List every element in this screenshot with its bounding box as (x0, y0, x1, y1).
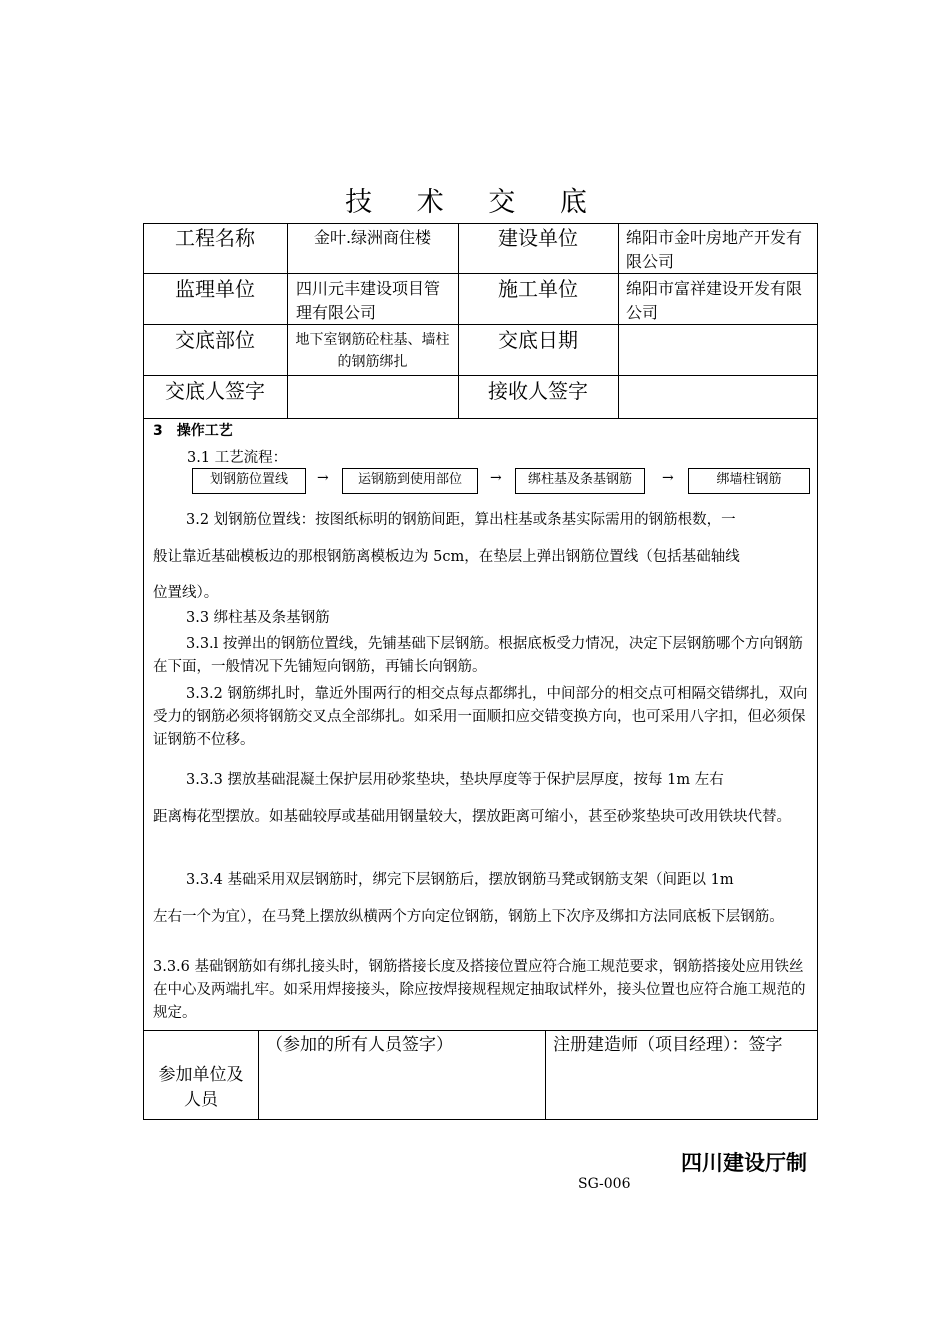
receiver-signature-label: 接收人签字 (488, 379, 588, 403)
supervisor-value: 四川元丰建设项目管理有限公司 (296, 279, 441, 322)
paragraph-3-2-line3: 位置线）。 (153, 585, 219, 601)
col-divider (545, 1030, 546, 1120)
page-title: 技 术 交 底 (345, 187, 605, 218)
participants-label: 参加单位及人员 (158, 1065, 244, 1110)
date-label: 交底日期 (498, 328, 578, 352)
builder-value: 绵阳市金叶房地产开发有限公司 (626, 228, 803, 271)
engineer-signature-note: 注册建造师（项目经理）：签字 (553, 1035, 783, 1055)
paragraph-3-3-4-rest: 左右一个为宜），在马凳上摆放纵横两个方向定位钢筋，钢筋上下次序及绑扣方法同底板下层钢筋。 (153, 909, 784, 925)
flow-step: 划钢筋位置线 (192, 468, 306, 494)
paragraph-3-3: 3.3 绑柱基及条基钢筋 (186, 610, 330, 626)
project-name-label: 工程名称 (175, 226, 255, 250)
contractor-value: 绵阳市富祥建设开发有限公司 (626, 279, 803, 322)
flow-step: 绑墙柱钢筋 (688, 468, 810, 494)
paragraph-3-3-4-line1: 3.3.4 基础采用双层钢筋时，绑完下层钢筋后，摆放钢筋马凳或钢筋支架（间距以 1m (186, 872, 734, 888)
col-divider (258, 1030, 259, 1120)
participants-signature-note: （参加的所有人员签字） (266, 1035, 453, 1055)
builder-label: 建设单位 (498, 226, 578, 250)
paragraph-3-3-3-line1: 3.3.3 摆放基础混凝土保护层用砂浆垫块，垫块厚度等于保护层厚度，按每 1m 左右 (186, 772, 724, 788)
part-label: 交底部位 (175, 328, 255, 352)
row-divider (143, 418, 818, 419)
giver-signature-label: 交底人签字 (165, 379, 265, 403)
flow-arrow-icon: → (490, 470, 502, 486)
flow-arrow-icon: → (662, 470, 674, 486)
issuer-stamp: 四川建设厅制 (681, 1151, 807, 1175)
paragraph-3-3-1: 3.3.l 按弹出的钢筋位置线，先铺基础下层钢筋。根据底板受力情况，决定下层钢筋哪个方向钢筋在下面，一般情况下先铺短向钢筋，再铺长向钢筋。 (153, 636, 803, 675)
col-divider (618, 223, 619, 418)
paragraph-3-3-2: 3.3.2 钢筋绑扎时，靠近外围两行的相交点每点都绑扎，中间部分的相交点可相隔交错绑扎，双向受力的钢筋必须将钢筋交叉点全部绑扎。如采用一面顺扣应交错变换方向，也可采用八字扣，但必须保证钢筋不位移。 (153, 686, 808, 748)
paragraph-3-2-line2: 般让靠近基础模板边的那根钢筋离模板边为 5cm，在垫层上弹出钢筋位置线（包括基础轴线 (153, 549, 740, 565)
paragraph-3-2-line1: 3.2 划钢筋位置线：按图纸标明的钢筋间距，算出柱基或条基实际需用的钢筋根数，一 (186, 512, 736, 528)
paragraph-3-3-6: 3.3.6 基础钢筋如有绑扎接头时，钢筋搭接长度及搭接位置应符合施工规范要求，钢筋搭接处应用铁丝在中心及两端扎牢。如采用焊接接头，除应按焊接规程规定抽取试样外，接头位置也应符合施工规范的规定。 (153, 959, 806, 1021)
row-divider (143, 1030, 818, 1031)
flow-title: 3.1 工艺流程： (187, 450, 288, 466)
flow-step: 绑柱基及条基钢筋 (515, 468, 645, 494)
flow-arrow-icon: → (317, 470, 329, 486)
part-value: 地下室钢筋砼柱基、墙柱的钢筋绑扎 (295, 332, 450, 370)
supervisor-label: 监理单位 (175, 277, 255, 301)
paragraph-3-3-3-rest: 距离梅花型摆放。如基础较厚或基础用钢量较大，摆放距离可缩小，甚至砂浆垫块可改用铁块代替。 (153, 809, 791, 825)
col-divider (287, 223, 288, 418)
section-heading: 3 操作工艺 (153, 423, 233, 439)
project-name-value: 金叶.绿洲商住楼 (313, 228, 432, 247)
form-code: SG-006 (578, 1176, 631, 1192)
row-divider (143, 375, 818, 376)
contractor-label: 施工单位 (498, 277, 578, 301)
flow-step: 运钢筋到使用部位 (342, 468, 478, 494)
